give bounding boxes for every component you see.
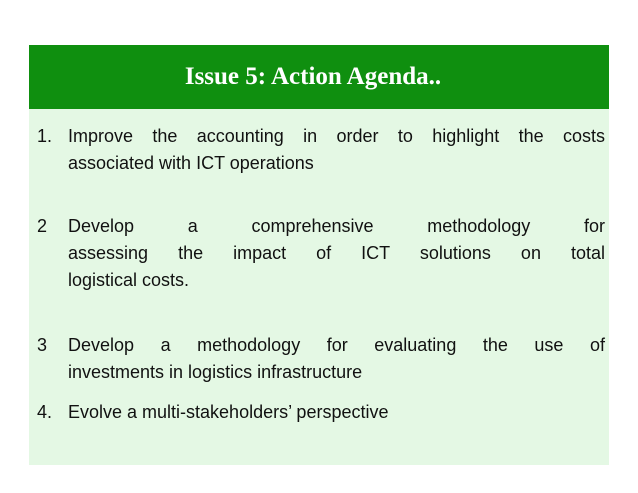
item-line: Improve the accounting in order to highlight the costs (68, 126, 605, 146)
item-number: 4. (37, 402, 53, 422)
item-text (68, 332, 605, 386)
agenda-item-2 (37, 213, 605, 294)
item-text (68, 123, 605, 177)
item-number: 1. (37, 126, 53, 146)
item-line: Develop a methodology for evaluating the use of (68, 335, 605, 355)
item-number: 2 (37, 216, 48, 236)
item-line: assessing the impact of ICT solutions on total (68, 243, 605, 263)
slide (29, 45, 609, 465)
item-line: logistical costs. (68, 270, 190, 290)
agenda-item-1 (37, 123, 605, 177)
item-text (68, 213, 605, 294)
item-line: Develop a comprehensive methodology for (68, 216, 605, 236)
agenda-item-4 (37, 399, 605, 426)
title-bar (29, 45, 609, 109)
item-line: Evolve a multi-stakeholders’ perspective (68, 402, 389, 422)
item-line: investments in logistics infrastructure (68, 362, 363, 382)
agenda-item-3 (37, 332, 605, 386)
item-line: associated with ICT operations (68, 153, 314, 173)
item-number: 3 (37, 335, 48, 355)
slide-title: Issue 5: Action Agenda.. (184, 63, 442, 90)
item-text (68, 399, 605, 426)
